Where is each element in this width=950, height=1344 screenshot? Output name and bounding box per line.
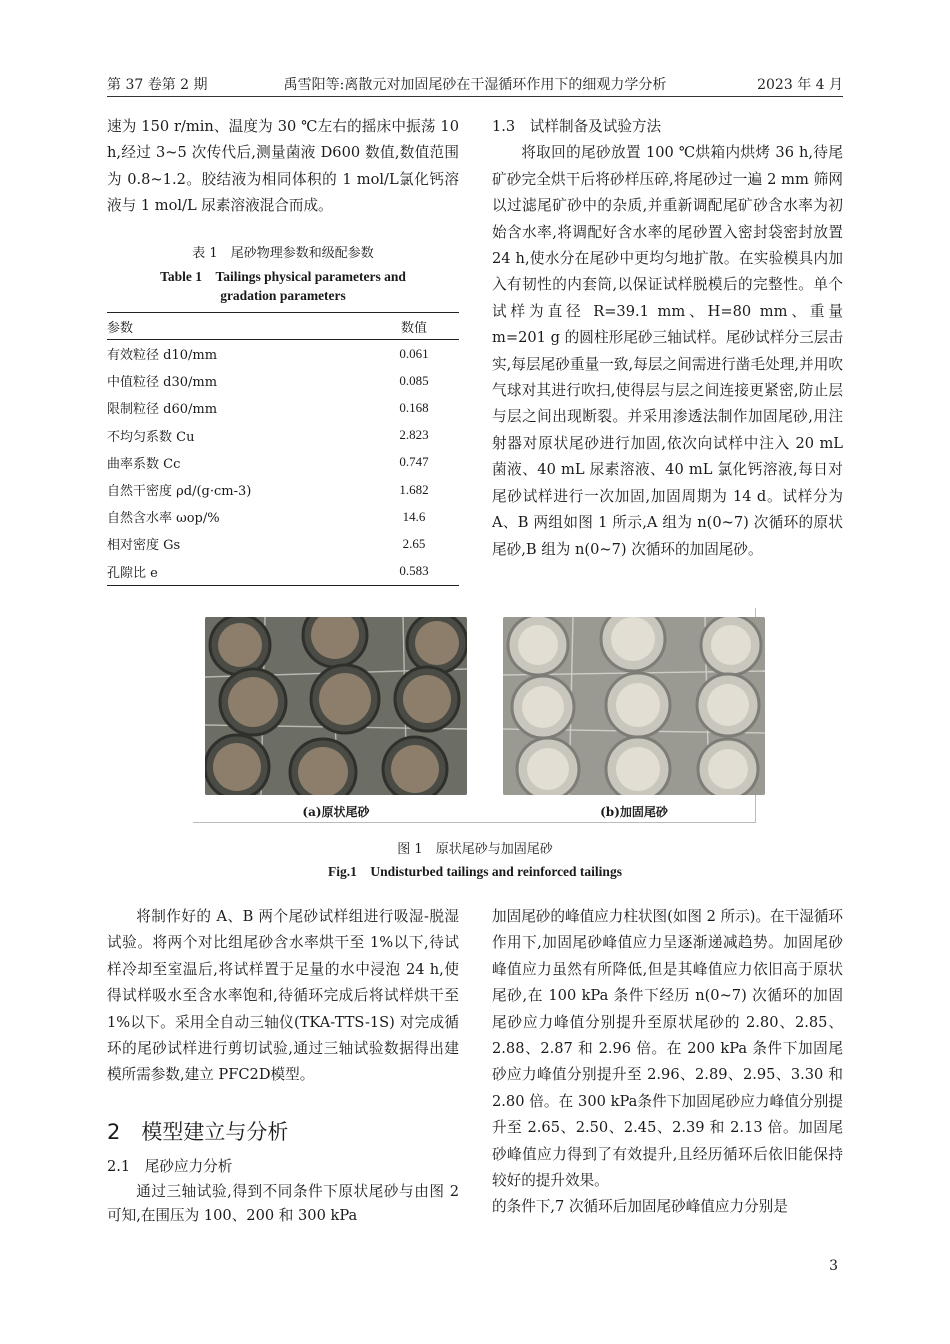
figure1-caption-cn: 图 1 原状尾砂与加固尾砂 <box>397 842 553 857</box>
left-top-paragraph: 速为 150 r/min、温度为 30 ℃左右的摇床中振荡 10 h,经过 3~5 次传代后,测量菌液 D600 数值,数值范围为 0.8~1.2。胶结液为相同体积的 1 mol/L氯化钙溶液与 1 mol/L 尿素溶液混合而成。 <box>107 118 459 215</box>
left-bottom-column-2 <box>107 1154 459 1228</box>
left-bottom-paragraph: 将制作好的 A、B 两个尾砂试样组进行吸湿-脱湿试验。将两个对比组尾砂含水率烘干至 1%以下,待试样冷却至室温后,将试样置于足量的水中浸泡 24 h,使得试样吸水至含水率饱和,待循环完成后将试样烘干至 1%以下。采用全自动三轴仪(TKA-TTS-1S) 对完成循环的尾砂试样进行剪切试验,通过三轴试验数据得出建模所需参数,建立 PFC2D模型。 <box>107 908 459 1084</box>
table-header-value: 数值 <box>369 313 459 340</box>
table-header-param: 参数 <box>107 313 369 340</box>
param-cell: 中值粒径 d30/mm <box>107 375 218 391</box>
value-cell: 14.6 <box>402 508 426 524</box>
param-cell: 相对密度 Gs <box>107 538 181 554</box>
figure1-caption-en: Fig.1 Undisturbed tailings and reinforced tailings <box>328 864 622 879</box>
value-cell: 0.747 <box>399 454 429 470</box>
table1 <box>107 312 459 586</box>
table-header-row <box>107 313 459 340</box>
left-bottom-column <box>107 904 459 1089</box>
table-row <box>107 367 459 394</box>
value-cell: 0.061 <box>399 345 429 361</box>
table1-caption-cn: 表 1 尾砂物理参数和级配参数 <box>192 246 374 261</box>
right-bottom-paragraph: 加固尾砂的峰值应力柱状图(如图 2 所示)。在干湿循环作用下,加固尾砂峰值应力呈逐渐递减趋势。加固尾砂峰值应力虽然有所降低,但是其峰值应力依旧高于原状尾砂,在 100 kPa 条件下经历 n(0~7) 次循环的加固尾砂应力峰值分别提升至原状尾砂的 2.80、2.85、2.88、2.87 和 2.96 倍。在 200 kPa 条件下加固尾砂应力峰值分别提升至 2.96、2.89、2.95、3.30 和 2.80 倍。在 300 kPa条件下加固尾砂应力峰值分别提升至 2.65、2.50、2.45、2.39 和 2.13 倍。加固尾砂峰值应力得到了有效提升,且经历循环后依旧能保持较好的提升效果。 <box>492 908 844 1190</box>
param-cell: 有效粒径 d10/mm <box>107 348 218 364</box>
table-row <box>107 503 459 530</box>
table1-caption-en-line2: gradation parameters <box>220 288 346 303</box>
right-top-column <box>492 114 843 563</box>
param-cell: 孔隙比 e <box>107 558 369 586</box>
param-cell: 自然干密度 ρd/(g·cm-3) <box>107 484 252 500</box>
photo-undisturbed-tailings <box>205 617 467 795</box>
section-2-1-heading: 2.1 尾砂应力分析 <box>107 1158 233 1175</box>
issue-date: 2023 年 4 月 <box>757 77 843 93</box>
param-cell: 限制粒径 d60/mm <box>107 402 218 418</box>
table-row <box>107 476 459 503</box>
section-1-3-heading: 1.3 试样制备及试验方法 <box>492 118 662 135</box>
figure1-subcaption-a: (a)原状尾砂 <box>302 805 370 819</box>
left-top-column <box>107 114 459 220</box>
param-cell: 自然含水率 ωop/% <box>107 511 220 527</box>
value-cell: 2.65 <box>402 535 426 551</box>
table-row <box>107 558 459 586</box>
param-cell: 曲率系数 Cc <box>107 456 181 472</box>
table-row <box>107 422 459 449</box>
value-cell: 0.168 <box>399 399 429 415</box>
right-final-line: 的条件下,7 次循环后加固尾砂峰值应力分别是 <box>492 1198 788 1216</box>
table-row <box>107 449 459 476</box>
table-row <box>107 340 459 368</box>
photo-reinforced-tailings <box>503 617 765 795</box>
table-row <box>107 530 459 557</box>
value-cell: 0.583 <box>369 558 459 586</box>
table1-caption-en-line1: Table 1 Tailings physical parameters and <box>160 269 406 284</box>
right-top-paragraph: 将取回的尾砂放置 100 ℃烘箱内烘烤 36 h,待尾矿砂完全烘干后将砂样压碎,将尾砂过一遍 2 mm 筛网以过滤尾矿砂中的杂质,并重新调配尾矿砂含水率为初始含水率,将调配好含水率的尾砂置入密封袋密封放置 24 h,使水分在尾砂中更均匀地扩散。在实验模具内加入有韧性的内套筒,以保证试样脱模后的完整性。单个试样为直径 R=39.1 mm、H=80 mm、重量 m=201 g 的圆柱形尾砂三轴试样。尾砂试样分三层击实,每层尾砂重量一致,每层之间需进行凿毛处理,并用吹气球对其进行吹扫,使得层与层之间连接更紧密,防止层与层之间出现断裂。并采用渗透法制作加固尾砂,用注射器对原状尾砂进行加固,依次向试样中注入 20 mL 菌液、40 mL 尿素溶液、40 mL 氯化钙溶液,每日对尾砂试样进行一次加固,加固周期为 14 d。试样分为 A、B 两组如图 1 所示,A 组为 n(0~7) 次循环的原状尾砂,B 组为 n(0~7) 次循环的加固尾砂。 <box>492 144 843 558</box>
value-cell: 1.682 <box>399 481 429 497</box>
right-bottom-column <box>492 904 843 1221</box>
value-cell: 2.823 <box>399 427 429 443</box>
page-number: 3 <box>829 1258 838 1274</box>
figure1-subcaption-b: (b)加固尾砂 <box>600 805 668 819</box>
running-title: 禹雪阳等:离散元对加固尾砂在干湿循环作用下的细观力学分析 <box>283 77 667 93</box>
header-rule <box>107 96 843 97</box>
param-cell: 不均匀系数 Cu <box>107 429 195 445</box>
left-final-paragraph: 通过三轴试验,得到不同条件下原状尾砂与由图 2 可知,在围压为 100、200 和 300 kPa <box>107 1183 459 1225</box>
section-2-heading: 2 模型建立与分析 <box>107 1120 289 1144</box>
table-row <box>107 394 459 421</box>
value-cell: 0.085 <box>399 372 429 388</box>
journal-volume: 第 37 卷第 2 期 <box>107 77 208 93</box>
